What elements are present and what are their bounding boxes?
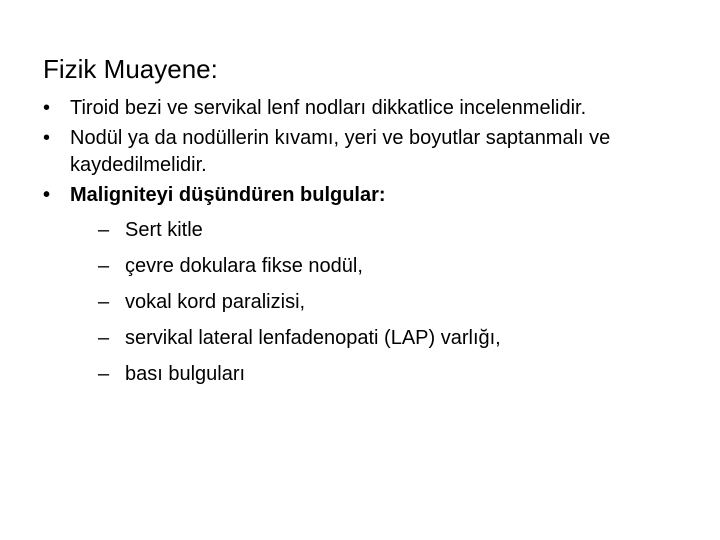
bullet-item: [43, 182, 663, 209]
slide-title: Fizik Muayene:: [43, 54, 218, 84]
sub-bullet-text: Sert kitle: [125, 219, 203, 241]
bullet-marker: •: [43, 184, 51, 206]
bullet-marker: •: [43, 97, 51, 119]
bullet-item: [43, 125, 663, 179]
sub-bullet-item: [43, 320, 663, 356]
dash-marker: –: [98, 327, 110, 349]
sub-bullet-text: servikal lateral lenfadenopati (LAP) varlığı,: [125, 327, 501, 349]
dash-marker: –: [98, 255, 110, 277]
sub-bullet-item: [43, 284, 663, 320]
bullet-list: [43, 95, 663, 392]
bullet-text: Tiroid bezi ve servikal lenf nodları dikkatlice incelenmelidir.: [70, 97, 587, 119]
sub-bullet-text: vokal kord paralizisi,: [125, 291, 306, 313]
sub-bullet-item: [43, 248, 663, 284]
sub-bullet-item: [43, 212, 663, 248]
bullet-marker: •: [43, 127, 51, 149]
bullet-text: Maligniteyi düşündüren bulgular:: [70, 184, 386, 206]
bullet-text: Nodül ya da nodüllerin kıvamı, yeri ve boyutlar saptanmalı ve kaydedilmelidir.: [70, 127, 611, 176]
dash-marker: –: [98, 363, 110, 385]
sub-bullet-text: çevre dokulara fikse nodül,: [125, 255, 363, 277]
bullet-item: [43, 95, 663, 122]
sub-bullet-item: [43, 356, 663, 392]
sub-bullet-text: bası bulguları: [125, 363, 246, 385]
dash-marker: –: [98, 219, 110, 241]
dash-marker: –: [98, 291, 110, 313]
